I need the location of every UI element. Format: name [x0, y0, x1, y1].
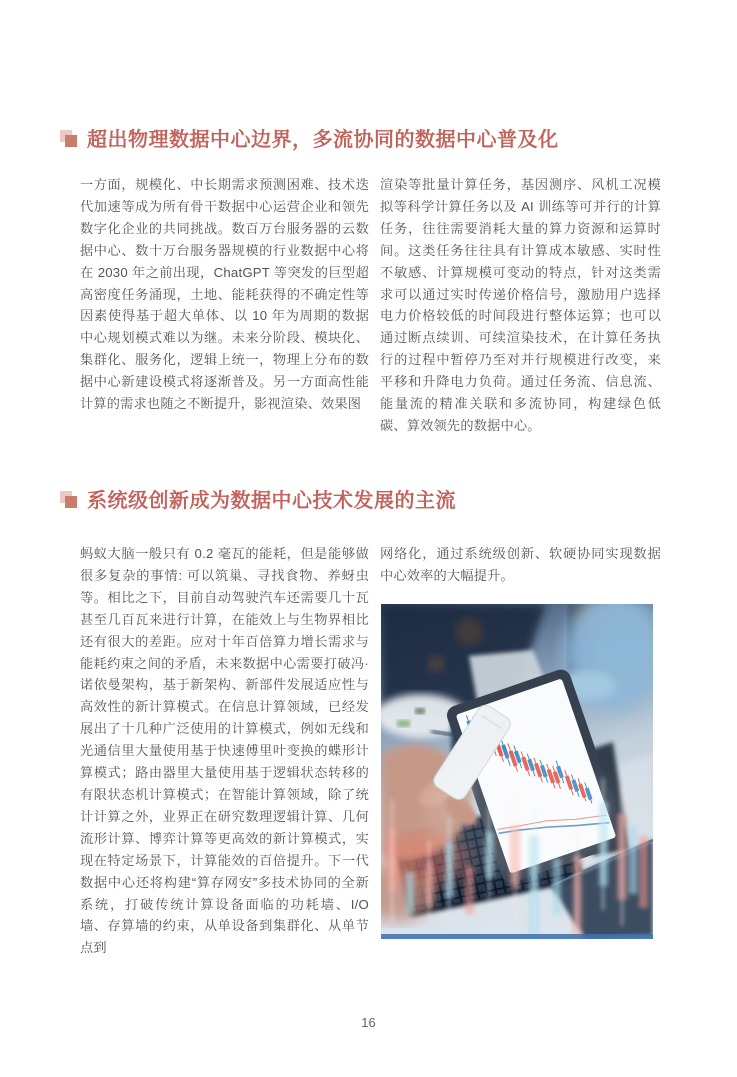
section1-title: 超出物理数据中心边界，多流协同的数据中心普及化 [87, 129, 559, 151]
section1-left-column-text: 一方面，规模化、中长期需求预测困难、技术迭代加速等成为所有骨干数据中心运营企业和领先数字化企业的共同挑战。数百万台服务器的云数据中心、数十万台服务器规模的行业数据中心将在 2030 年之前出现，ChatGPT 等突发的巨型超高密度任务涌现，土地、能耗获得的不确定性等因素使得基于超大单体、以 10 年为周期的数据中心规划模式难以为继。未来分阶段、模块化、集群化、服务化，逻辑上统一，物理上分布的数据中心新建设模式将逐渐普及。另一方面高性能计算的需求也随之不断提升，影视渲染、效果图 [80, 177, 369, 412]
section2-right-column [380, 543, 661, 959]
section1-heading-row [60, 127, 680, 153]
section2-heading-row [60, 488, 680, 514]
section2-title: 系统级创新成为数据中心技术发展的主流 [87, 490, 456, 512]
bullet-dark-square [65, 135, 77, 147]
photo-bottom-strip [381, 934, 653, 939]
section2-right-column-text: 网络化，通过系统级创新、软硬协同实现数据中心效率的大幅提升。 [380, 546, 661, 583]
page-number: 16 [361, 1015, 376, 1030]
market-analysis-photo [381, 604, 653, 939]
bullet-dark-square [65, 496, 77, 508]
section-bullet-icon [60, 490, 78, 508]
section2-left-column-text: 蚂蚁大脑一般只有 0.2 毫瓦的能耗，但是能够做很多复杂的事情: 可以筑巢、寻找食物、养蚜虫等。相比之下，目前自动驾驶汽车还需要几十瓦甚至几百瓦来进行计算，在能效上与生物界相比还有很大的差距。应对十年百倍算力增长需求与能耗约束之间的矛盾，未来数据中心需要打破冯·诺依曼架构，基于新架构、新部件发展适应性与高效性的新计算模式。在信息计算领域，已经发展出了十几种广泛使用的计算模式，例如无线和光通信里大量使用基于快速傅里叶变换的蝶形计算模式；路由器里大量使用基于逻辑状态转移的有限状态机计算模式；在智能计算领域，除了统计计算之外，业界正在研究数理逻辑计算、几何流形计算、博弈计算等更高效的新计算模式，实现在特定场景下，计算能效的百倍提升。下一代数据中心还将构建“算存网安”多技术协同的全新系统，打破传统计算设备面临的功耗墙、I/O 墙、存算墙的约束，从单设备到集群化、从单节点到 [80, 546, 369, 956]
section1-right-column-text: 渲染等批量计算任务，基因测序、风机工况模拟等科学计算任务以及 AI 训练等可并行的计算任务，往往需要消耗大量的算力资源和运算时间。这类任务往往具有计算成本敏感、实时性不敏感、计算规模可变动的特点，针对这类需求可以通过实时传递价格信号，激励用户选择电力价格较低的时间段进行整体运算；也可以通过断点续训、可续渲染技术，在计算任务执行的过程中暂停乃至对并行规模进行改变，来平移和升降电力负荷。通过任务流、信息流、能量流的精准关联和多流协同，构建绿色低碳、算效领先的数据中心。 [380, 177, 661, 433]
section1-columns [80, 174, 661, 437]
section-bullet-icon [60, 129, 78, 147]
section2-columns [80, 543, 661, 959]
